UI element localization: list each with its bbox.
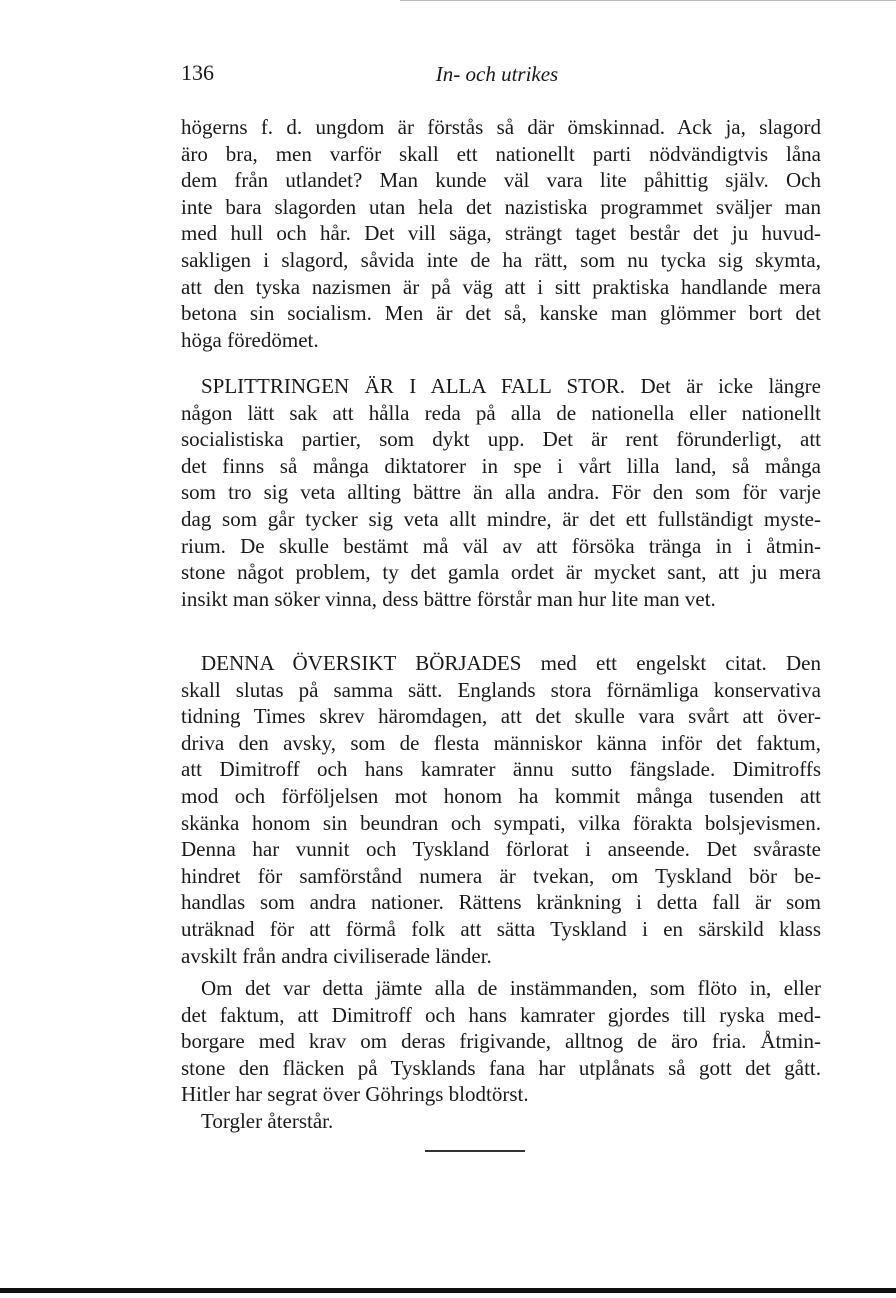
text-line: stone den fläcken på Tysklands fana har utplånats så gott det gått. <box>181 1055 821 1080</box>
text-line: insikt man söker vinna, dess bättre förstår man hur lite man vet. <box>181 586 716 611</box>
text-line: skall slutas på samma sätt. Englands stora förnämliga konservativa <box>181 677 821 702</box>
text-line: skänka honom sin beundran och sympati, vilka förakta bolsjevismen. <box>181 810 821 835</box>
page-number: 136 <box>181 60 214 85</box>
section-end-rule <box>425 1150 525 1152</box>
text-line: mod och förföljelsen mot honom ha kommit många tusenden att <box>181 783 821 808</box>
text-line: stone något problem, ty det gamla ordet är mycket sant, att ju mera <box>181 560 821 585</box>
text-line: socialistiska partier, som dykt upp. Det är rent förunderligt, att <box>181 427 821 452</box>
running-title: In- och utrikes <box>435 62 559 86</box>
text-line: SPLITTRINGEN ÄR I ALLA FALL STOR. Det är icke längre <box>201 374 821 398</box>
text-line: uträknad för att förmå folk att sätta Tyskland i en särskild klass <box>181 916 821 941</box>
text-line: sakligen i slagord, såvida inte de ha rätt, som nu tycka sig skymta, <box>181 247 821 272</box>
paragraph-2 <box>181 373 821 612</box>
text-line: höga föredömet. <box>181 327 319 352</box>
text-line: Torgler återstår. <box>201 1109 334 1133</box>
text-line: driva den avsky, som de flesta människor känna inför det faktum, <box>181 730 821 755</box>
text-line: betona sin socialism. Men är det så, kanske man glömmer bort det <box>181 301 821 326</box>
paragraph-closing <box>181 1108 821 1135</box>
text-line: avskilt från andra civiliserade länder. <box>181 943 492 968</box>
text-line: inte bara slagorden utan hela det nazistiska programmet sväljer man <box>181 194 821 219</box>
text-line: äro bra, men varför skall ett nationellt parti nödvändigtvis låna <box>181 141 821 166</box>
text-line: högerns f. d. ungdom är förstås så där ömskinnad. Ack ja, slagord <box>181 115 821 139</box>
text-line: dem från utlandet? Man kunde väl vara lite påhittig själv. Och <box>181 168 821 193</box>
text-line: dag som går tycker sig veta allt mindre, är det ett fullständigt myste- <box>181 506 821 531</box>
text-line: DENNA ÖVERSIKT BÖRJADES med ett engelskt citat. Den <box>201 651 821 675</box>
scan-edge-bottom <box>0 1288 896 1293</box>
paragraph-1 <box>181 114 821 353</box>
text-line: Om det var detta jämte alla de instämmanden, som flöto in, eller <box>201 976 821 1000</box>
text-line: det faktum, att Dimitroff och hans kamrater gjordes till ryska med- <box>181 1002 821 1027</box>
text-line: rium. De skulle bestämt må väl av att försöka tränga in i åtmin- <box>181 533 821 558</box>
text-line: det finns så många diktatorer in spe i vårt lilla land, så många <box>181 453 821 478</box>
text-line: Denna har vunnit och Tyskland förlorat i anseende. Det svåraste <box>181 837 821 862</box>
paragraph-3 <box>181 650 821 969</box>
paragraph-4 <box>181 975 821 1108</box>
text-line: att den tyska nazismen är på väg att i sitt praktiska handlande mera <box>181 274 821 299</box>
text-line: att Dimitroff och hans kamrater ännu sutto fängslade. Dimitroffs <box>181 757 821 782</box>
text-line: hindret för samförstånd numera är tvekan, om Tyskland bör be- <box>181 863 821 888</box>
text-line: handlas som andra nationer. Rättens kränkning i detta fall är som <box>181 890 821 915</box>
text-line: Hitler har segrat över Göhrings blodtörst. <box>181 1082 529 1107</box>
text-line: borgare med krav om deras frigivande, alltnog de äro fria. Åtmin- <box>181 1029 821 1054</box>
text-line: tidning Times skrev häromdagen, att det skulle vara svårt att över- <box>181 704 821 729</box>
scan-edge-top <box>400 0 896 1</box>
text-line: någon lätt sak att hålla reda på alla de nationella eller nationellt <box>181 400 821 425</box>
text-line: med hull och hår. Det vill säga, strängt taget består det ju huvud- <box>181 221 821 246</box>
text-line: som tro sig veta allting bättre än alla andra. För den som för varje <box>181 480 821 505</box>
